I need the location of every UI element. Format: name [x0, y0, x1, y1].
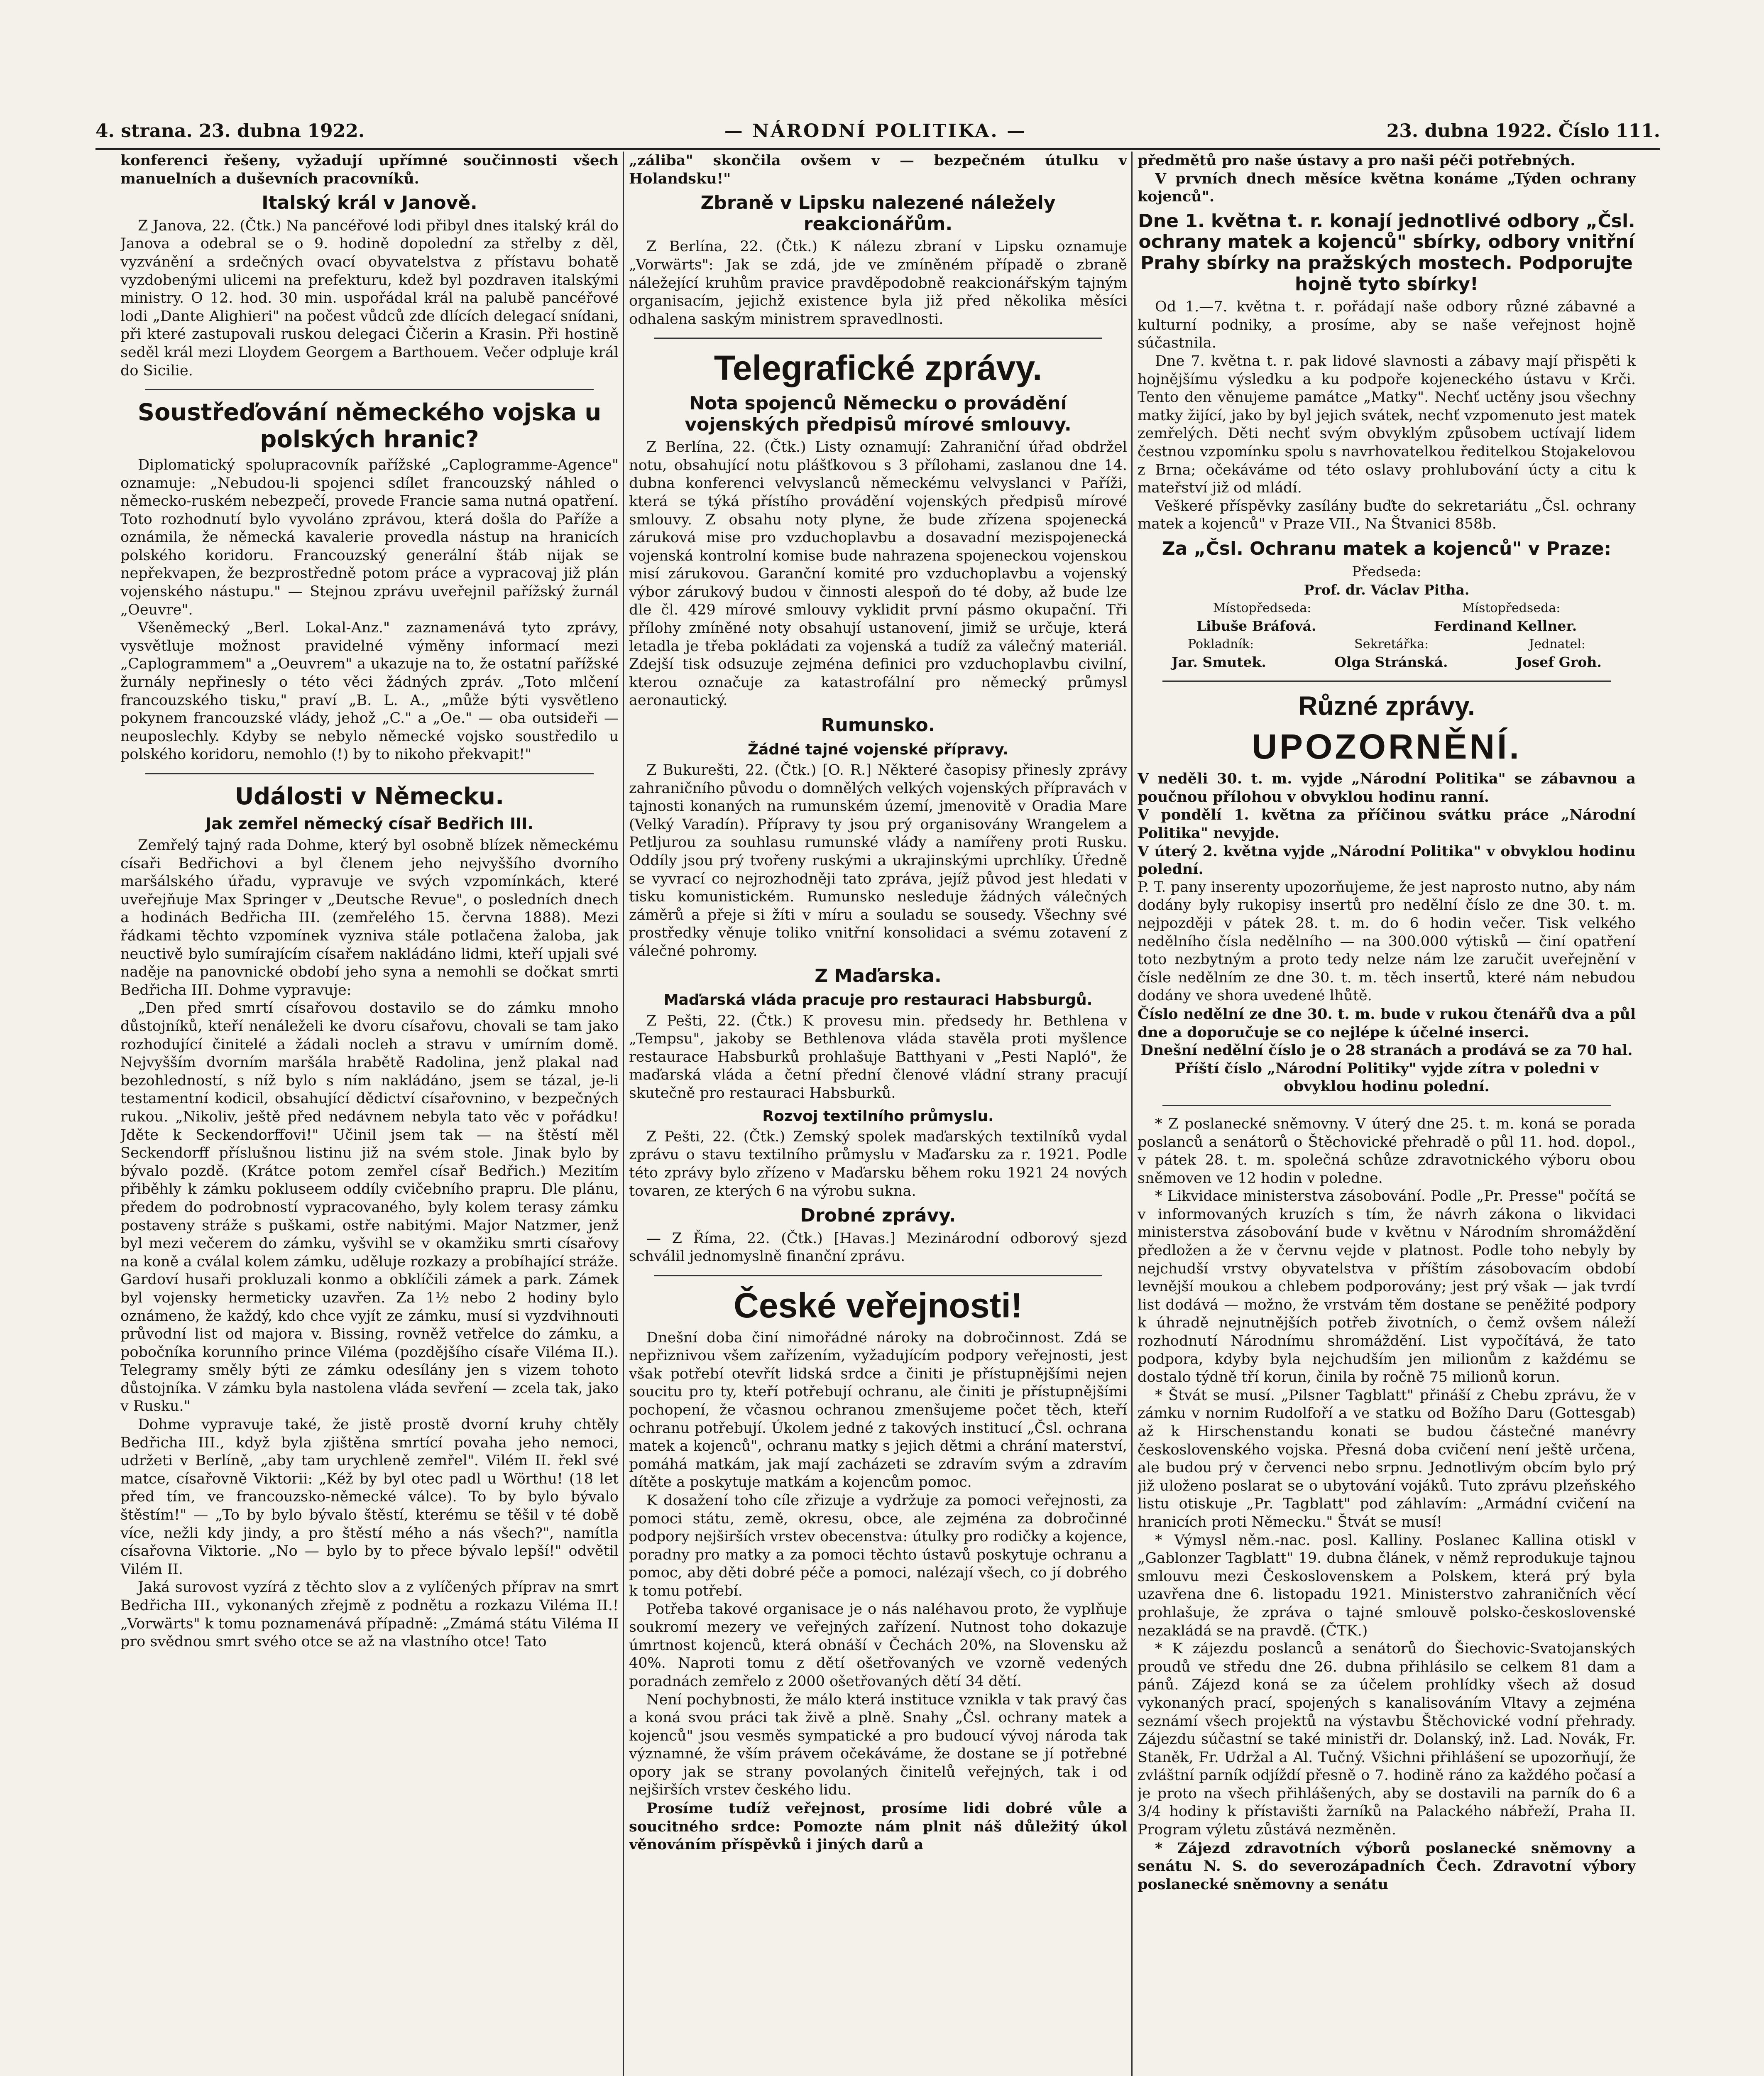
paragraph: Od 1.—7. května t. r. pořádají naše odbory různé zábavné a kulturní podniky, a prosíme, aby se naše veřejnost hojně súčastnila.	[1138, 299, 1636, 352]
paragraph: * K zájezdu poslanců a senátorů do Šiechovic-Svatojanských proudů ve středu dne 26. dubna přihlásilo se celkem 81 dam a pánů. Zájezd koná se za účelem prohlídky všech až dosud vykonaných prací, spojených s kanalisováním Vltavy a zejména seznámí všech projektů na výstavbu Štěchovické vodní přehrady. Zájezdu súčastní se také ministři dr. Dolanský, inž. Lad. Novák, Fr. Staněk, Fr. Udržal a Al. Tučný. Všichni přihlášení se upozorňují, že zvláštní parník odjíždí přesně o 7. hodině ráno za každého počasí a je proto na všech přihlášených, aby se dostavili na parník do 6 a 3/4 hodiny k přístavišti žarníků na Palackého nábřeží, Praha II. Program výletu zůstává nezměněn.	[1138, 1640, 1636, 1839]
paragraph: „Den před smrtí císařovou dostavilo se do zámku mnoho důstojníků, kteří nenáleželi ke dvoru císařovu, chovali se tam jako rozhodující činitelé a žádali nocleh a stravu v umírním domě. Nejvyšším dvorním maršála hrabětě Radolina, jenž plakal nad bezohledností, s níž bylo s ním nakládáno, jsem se tázal, je-li testamentní kodicil, obsahující dědictví císařovnino, v bezpečných rukou. „Nikoliv, ještě před nedávnem nebyla tato věc v pořádku! Jděte k Seckendorffovi!" Učinil jsem tak — na štěstí měl Seckendorff příslušnou listinu již na svém stole. Jinak bylo by bývalo pozdě. (Krátce potom zemřel císař Bedřich.) Mezitím přiběhly k zámku pokluseem oddíly cvičebního prapru. Dle plánu, předem do podrobností vypracovaného, byly kolem terasy zámku postaveny stráže s puškami, ostře nabitými. Major Natzmer, jenž byl mezi večerem do zámku, vyšvihl se v okamžiku smrti císařovy na koně a cválal kolem zámku, uděluje rozkazy a probíhající stráže. Gardoví husaři prokluzali konmo a obklíčili zámek a park. Zámek byl vojensky hermeticky uzavřen. Za 1½ nebo 2 hodiny bylo oznámeno, že každý, kdo chce vyjít ze zámku, musí si vyzdvihnouti průvodní list od majora v. Bissing, rovněž vetřelce do zámku, a pobočníka korunního prince Viléma (pozdějšího císaře Viléma II.). Telegramy směly býti ze zámku odesílány jen s vizem tohoto důstojníka. V zámku byla nastolena vláda sevření — zcela tak, jako v Rusku."	[120, 1000, 619, 1415]
paragraph: Veškeré příspěvky zasílány buďte do sekretariátu „Čsl. ochrany matek a kojenců" v Praze VII., Na Štvanici 858b.	[1138, 497, 1636, 533]
paragraph: Prosíme tudíž veřejnost, prosíme lidi dobré vůle a soucitného srdce: Pomozte nám plnit náš důležitý úkol věnováním příspěvků i jiných darů a	[629, 1800, 1127, 1853]
subheadline: Žádné tajné vojenské přípravy.	[747, 741, 1009, 758]
paragraph: V prvních dnech měsíce května konáme „Týden ochrany kojenců".	[1138, 170, 1636, 206]
board-label: Předseda:	[1352, 563, 1421, 580]
headline: Za „Čsl. Ochranu matek a kojenců" v Praze:	[1162, 538, 1612, 559]
paragraph: Z Berlína, 22. (Čtk.) Listy oznamují: Zahraniční úřad obdržel notu, obsahující notu plášťkovou s 3 přílohami, zaslanou dne 14. dubna konferenci velvyslanců německému velvyslanci v Paříži, která se týká přístího provádění vojenských předpisů mírové smlouvy. Z obsahu noty plyne, že bude zřízena spojenecká záruková mise pro vzduchoplavbu a dosavadní mezispojenecká vojenská kontrolní komise bude nahrazena spojeneckou vojenskou misí zárukovou. Garanční komité pro vzduchoplavbu a vojenský výbor zárukový budou v činnosti alespoň do té doby, až bude lze dle čl. 429 mírové smlouvy vyklidit první pásmo okupační. Tři přílohy zmíněné noty obsahují ustanovení, jimiž se určuje, která letadla je třeba pokládati za vojenská a tudíž za válečný materiál. Zdejší tisk odsuzuje zejména definici pro vzduchoplavbu civilní, kterou označuje za katastrofální pro německý průmysl aeronautický.	[629, 439, 1127, 709]
board-name: Olga Stránská.	[1334, 654, 1448, 671]
paragraph: * Štvát se musí. „Pilsner Tagblatt" přináší z Chebu zprávu, že v zámku v nornim Rudolfoří a ve statku od Božího Daru (Gottesgab) až k Hirschenstandu konati se budou částečné manévry československého vojska. Přesná doba cvičení není ještě určena, ale budou prý v červenci nebo srpnu. Jednotlivým obcím bylo prý již uloženo poslarat se o ubytování vojáků. Tuto zprávu plzeňského listu otiskuje „Pr. Tagblatt" pod záhlavím: „Armádní cvičení na hranicích proti Německu." Štvát se musí!	[1138, 1387, 1636, 1530]
paragraph: Z Pešti, 22. (Čtk.) K provesu min. předsedy hr. Bethlena v „Tempsu", jakoby se Bethlenova vláda stavěla proti myšlence restaurace Habsburků prohlašuje Batthyani v „Pesti Napló", že maďarská vláda a četní přední členové vládní strany pracují skutečně pro restauraci Habsburků.	[629, 1012, 1127, 1102]
board-name: Prof. dr. Václav Pitha.	[1304, 582, 1470, 598]
paragraph: * Zájezd zdravotních výborů poslanecké sněmovny a senátu N. S. do severozápadních Čech. Zdravotní výbory poslanecké sněmovny a senátu	[1138, 1839, 1636, 1893]
paragraph: V neděli 30. t. m. vyjde „Národní Politika" se zábavnou a poučnou přílohou v obvyklou hodinu ranní.	[1138, 770, 1636, 805]
divider	[1162, 1105, 1611, 1106]
paragraph: Příští číslo „Národní Politiky" vyjde zítra v poledni v obvyklou hodinu polední.	[1174, 1060, 1599, 1095]
paragraph: Dnešní nedělní číslo je o 28 stranách a prodává se za 70 hal.	[1140, 1042, 1633, 1059]
subheadline: Jak zemřel německý císař Bedřich III.	[206, 815, 533, 833]
paragraph: Jaká surovost vyzírá z těchto slov a z vylíčených příprav na smrt Bedřicha III., vykonaných zřejmě z podnětu a rozkazu Viléma II.! „Vorwärts" k tomu poznamenává případně: „Zmámá státu Viléma II pro svědnou smrt svého otce se až na vlastního otce! Tato	[120, 1579, 619, 1650]
board-name: Ferdinand Kellner.	[1434, 618, 1577, 634]
divider	[1162, 681, 1611, 682]
headline: Dne 1. května t. r. konají jednotlivé odbory „Čsl. ochrany matek a kojenců" sbírky, odbory vnitřní Prahy sbírky na pražských mostech. Podporujte hojně tyto sbírky!	[1138, 210, 1635, 295]
column-3	[1138, 152, 1636, 2076]
subheadline: Maďarská vláda pracuje pro restauraci Habsburgů.	[663, 991, 1093, 1009]
notice-title: UPOZORNĚNÍ.	[1252, 727, 1522, 766]
divider	[145, 389, 594, 390]
board-name: Josef Groh.	[1516, 654, 1602, 671]
paragraph: Číslo nedělní ze dne 30. t. m. bude v rukou čtenářů dva a půl dne a doporučuje se co nejlépe k účelné inserci.	[1138, 1005, 1636, 1041]
paragraph: Dnešní doba činí nimořádné nároky na dobročinnost. Zdá se nepřiznivou všem zařízením, vyžadujícím podpory veřejnosti, jest však potřebí otevřít lidská srdce a činiti je přístupnějšími nejen soucitu pro ty, kteří potřebují ochranu, ale činiti je přístupnějšími pochopení, že včasnou ochranou zmenšujeme počet těch, kteří ochranu potřebují. Úkolem jedné z takových institucí „Čsl. ochrana matek a kojenců", ochranu matky s jejich dětmi a chrání materství, pomáhá matkám, jak mají zacházeti se zdravím svým a zdravím dítěte a poskytuje matkám a kojencům pomoc.	[629, 1329, 1127, 1491]
board-name: Jar. Smutek.	[1172, 654, 1266, 671]
section-title: Různé zprávy.	[1298, 691, 1475, 721]
paragraph: konferenci řešeny, vyžadují upřímné součinnosti všech manuelních a duševních pracovníků.	[120, 152, 619, 187]
page-header	[95, 116, 1660, 145]
paragraph: Všeněmecký „Berl. Lokal-Anz." zaznamenává tyto zprávy, vysvětluje možnost pravidelné výměny informací mezi „Caplogrammem" a „Oeuvrem" a ukazuje na to, že ostatní pařížské žurnály nepřinesly o této věci žádných zpráv. „Toto mlčení francouzského tisku," praví „B. L. A., „může býti vysvětleno pokynem francouzské vlády, jehož „C." a „Oe." — oba outsideři — neuposlechly. Kdyby se nebylo německé vojsko soustředilo u polského koridoru, nemohlo (!) by to nikoho překvapit!"	[120, 619, 619, 763]
paragraph: V pondělí 1. května za příčinou svátku práce „Národní Politika" nevyjde.	[1138, 806, 1636, 842]
divider	[145, 773, 594, 774]
headline: Rumunsko.	[821, 715, 935, 736]
headline: Nota spojenců Německu o provádění vojenských předpisů mírové smlouvy.	[685, 392, 1072, 435]
paragraph: Z Bukurešti, 22. (Čtk.) [O. R.] Některé časopisy přinesly zprávy zahraničního původu o domnělých velkých vojenských přípravách v tajnosti konaných na rumunském území, jmenovitě v Oradia Mare (Velký Varadín). Přípravy ty jsou prý organisovány Wrangelem a Petljurou za souhlasu rumunské vlády a namířeny proti Rusku. Oddíly jsou prý tvořeny ruskými a ukrajinskými uprchlíky. Úředně se vyvrací co nejrozhodněji tato zpráva, jejíž původ jest hledati v tisku komunistickém. Rumunsko nesleduje žádných válečných záměrů a přeje si žíti v míru a souladu se sousedy. Všechny své prostředky věnuje toliko vnitřní konsolidaci a svému zotavení z válečné pohromy.	[629, 762, 1127, 960]
paragraph: K dosažení toho cíle zřizuje a vydržuje za pomoci veřejnosti, za pomoci státu, země, okresu, obce, ale zejména za dobročinné podpory nejširších vrstev obecenstva: útulky pro rodičky a kojence, poradny pro matky a za pomoci těchto ústavů poskytuje ochranu a pomoc, aby děti dobré péče a pomoci, nalézají všech, co jí dobrého k tomu potřebí.	[629, 1492, 1127, 1599]
headline: Soustřeďování německého vojska u polských hranic?	[137, 399, 602, 453]
column-divider	[623, 152, 624, 2076]
headline: Události v Německu.	[235, 783, 504, 810]
paragraph: * Výmysl něm.-nac. posl. Kalliny. Poslanec Kallina otiskl v „Gablonzer Tagblatt" 19. dubna článek, v němž reprodukuje tajnou smlouvu mezi Československem a Polskem, která prý byla uzavřena dne 6. listopadu 1921. Ministerstvo zahraničních věcí prohlašuje, že zpráva o tajné smlouvě polsko-československé nezakládá se na pravdě. (ČTK.)	[1138, 1532, 1636, 1639]
paragraph: Zemřelý tajný rada Dohme, který byl osobně blízek německému císaři Bedřichovi a byl členem jeho nejvyššího dvorního maršálského úřadu, vypravuje ve svých vzpomínkách, které uveřejňuje Max Springer v „Deutsche Revue", o posledních dnech a hodinách Bedřicha III. (zemřelého 15. června 1888). Mezi řádkami těchto vzpomínek vyzniva stále potlačena žaloba, jak neuctivě bylo sumírajícím císařem nakládáno lidmi, kteří upjali své naděje na panovnické období jeho syna a nemohli se dočkat smrti Bedřicha III. Dohme vypravuje:	[120, 837, 619, 999]
paragraph: Dne 7. května t. r. pak lidové slavnosti a zábavy mají přispěti k hojnějšímu výsledku a ku podpoře kojeneckého ústavu v Krči. Tento den věnujeme památce „Matky". Nechť uctěny jsou všechny matky žijící, jako by byl jejich svátek, nechť vzpomenuto jest matek zemřelých. Děti nechť svým obvyklým způsobem uctívají lidem čestnou vzpomínku spolu s navrhovatelkou ředitelkou Stojakelovou z Brna; očekáváme od této oslavy prohlubování úcty a citu k mateřství již od mládí.	[1138, 353, 1636, 497]
paragraph: P. T. pany inserenty upozorňujeme, že jest naprosto nutno, aby nám dodány byly rukopisy insertů pro nedělní číslo ze dne 30. t. m. nejpozději v pátek 28. t. m. do 6 hodin večer. Tisk velkého nedělního čísla nedělního — na 300.000 výtisků — činí opatření toto nezbytným a proto tedy nelze nám lze zaručit uveřejnění v čísle nedělním ze dne 30. t. m. těch insertů, které nám nebudou dodány ve shora uvedené lhůtě.	[1138, 879, 1636, 1004]
divider	[654, 1275, 1102, 1276]
paragraph: Diplomatický spolupracovník pařížské „Caplogramme-Agence" oznamuje: „Nebudou-li spojenci sdílet francouzský náhled o německo-ruském nebezpečí, provede Francie sama nutná opatření. Toto rozhodnutí bylo vyvoláno zprávou, která došla do Paříže a oznámila, že německá kavalerie provedla nástup na hranicích polského koridoru. Francouzský generální štáb nijak se nepřekvapen, že bezprostředně potom práce a vypracovaj již plán vojenského nástupu." — Stejnou zprávu uveřejnil pařížský žurnál „Oeuvre".	[120, 456, 619, 618]
paragraph: Z Janova, 22. (Čtk.) Na pancéřové lodi přibyl dnes italský král do Janova a odebral se o 9. hodině dopolední za střelby z děl, vyzvánění a srdečných ovací obyvatelstva z přístavu bohatě vyzdobenými ulicemi na prefekturu, kdež byl pozdraven italskými ministry. O 12. hod. 30 min. uspořádal král na palubě pancéřové lodi „Dante Alighieri" na počest vůdců zde dlících delegací snídani, při které zastupovali ruskou delegaci Čičerin a Krasin. Při hostině seděl král mezi Lloydem Georgem a Barthouem. Večer odpluje král do Sicilie.	[120, 217, 619, 379]
paragraph: Dohme vypravuje také, že jistě prostě dvorní kruhy chtěly Bedřicha III., když byla zjištěna smrtící povaha jeho nemoci, udržeti v Berlíně, „aby tam urychleně zemřel". Vilém II. řekl své matce, císařovně Viktorii: „Kéž by byl otec padl u Wörthu! (18 let před tím, ve francouzsko-německé válce). To by bylo bývalo štěstím!" — „To by bylo bývalo štěstí, kterému se těšil v té době více, nežli kdy jindy, a pro štěstí mého a nás všech?", namítla císařovna Viktorie. „No — bylo by to přece bývalo lepší!" odvětil Vilém II.	[120, 1416, 619, 1578]
board-list	[1138, 563, 1636, 671]
masthead: — NÁRODNÍ POLITIKA. —	[724, 120, 1027, 142]
paragraph: * Z poslanecké sněmovny. V úterý dne 25. t. m. koná se porada poslanců a senátorů o Štěchovické přehradě o půl 11. hod. dopol., v pátek 28. t. m. společná schůze zdravotnického výboru obou sněmoven ve 12 hodin v poledne.	[1138, 1115, 1636, 1187]
paragraph: — Z Říma, 22. (Čtk.) [Havas.] Mezinárodní odborový sjezd schválil jednomyslně finanční zprávu.	[629, 1230, 1127, 1265]
paragraph: V úterý 2. května vyjde „Národní Politika" v obvyklou hodinu polední.	[1138, 842, 1636, 878]
paragraph: Není pochybnosti, že málo která instituce vznikla v tak pravý čas a koná svou práci tak živě a plně. Snahy „Čsl. ochrany matek a kojenců" jsou vesměs sympatické a pro budoucí vývoj národa tak významné, že vším právem očekáváme, že dostane se jí potřebné opory jak se strany povolaných činitelů veřejných, tak i od nejširších vrstev českého lidu.	[629, 1691, 1127, 1799]
headline: Drobné zprávy.	[800, 1205, 956, 1227]
paragraph: Z Pešti, 22. (Čtk.) Zemský spolek maďarských textilníků vydal zprávu o stavu textilního průmyslu v Maďarsku za r. 1921. Podle této zprávy bylo zřízeno v Maďarsku během roku 1921 24 nových tovaren, ze kterých 6 na výrobu sukna.	[629, 1128, 1127, 1200]
board-label: Místopředseda:	[1462, 600, 1561, 615]
headline: Italský král v Janově.	[262, 192, 477, 214]
divider	[654, 338, 1102, 339]
header-left: 4. strana. 23. dubna 1922.	[95, 120, 365, 142]
board-label: Pokladník:	[1188, 637, 1254, 651]
headline: Zbraně v Lipsku nalezené náležely reakcionářům.	[700, 192, 1056, 235]
paragraph: „záliba" skončila ovšem v — bezpečném útulku v Holandsku!"	[629, 152, 1127, 187]
section-title: České veřejnosti!	[734, 1286, 1023, 1325]
paragraph: Z Berlína, 22. (Čtk.) K nálezu zbraní v Lipsku oznamuje „Vorwärts": Jak se zdá, jde ve zmíněném případě o zbraně náležející kruhům pravice pravděpodobně reakcionářským tajným organisacím, jejichž existence byla již před několika měsíci odhalena saským ministrem spravedlnosti.	[629, 238, 1127, 328]
paragraph: předmětů pro naše ústavy a pro naši péči potřebných.	[1138, 152, 1576, 169]
column-2	[629, 152, 1127, 2076]
section-title: Telegrafické zprávy.	[714, 348, 1042, 388]
headline: Z Maďarska.	[815, 965, 942, 987]
board-label: Místopředseda:	[1213, 600, 1311, 615]
header-rule	[95, 148, 1660, 150]
board-label: Jednatel:	[1529, 637, 1585, 651]
board-label: Sekretářka:	[1354, 637, 1429, 651]
paragraph: * Likvidace ministerstva zásobování. Podle „Pr. Presse" počítá se v informovaných kruzích s tím, že návrh zákona o likvidaci ministerstva zásobování bude v květnu v Národním shromáždění předložen a že v červnu vejde v platnost. Podle toho nebyly by nejchudší vrstvy obyvatelstva v příštím zásobovacím období levnější moukou a chlebem podporovány; jest prý však — jak tvrdí list dodává — možno, že vrstvám těm dostane se peněžité podpory k úhradě nejnutnějších potřeb životních, o čemž ovšem náleží rozhodnutí Národnímu shromáždění. List vypočítává, že tato podpora, kdyby byla nejchudším jen milionům z každému se dostalo týdně tří korun, činila by ročně 75 milionů korun.	[1138, 1188, 1636, 1386]
column-divider	[1131, 152, 1133, 2076]
board-name: Libuše Bráfová.	[1196, 618, 1316, 634]
header-right: 23. dubna 1922. Číslo 111.	[1386, 120, 1660, 142]
paragraph: Potřeba takové organisace je o nás naléhavou proto, že vyplňuje soukromí mezery ve veřejných zařízení. Nutnost toho dokazuje úmrtnost kojenců, která obnáší v Čechách 20%, na Slovensku až 40%. Naproti tomu z dětí ošetřovaných ve vzorně vedených poradnách zemřelo z 2000 ošetřovaných dětí 34 dětí.	[629, 1601, 1127, 1690]
column-1	[120, 152, 619, 2076]
subheadline: Rozvoj textilního průmyslu.	[762, 1107, 994, 1125]
